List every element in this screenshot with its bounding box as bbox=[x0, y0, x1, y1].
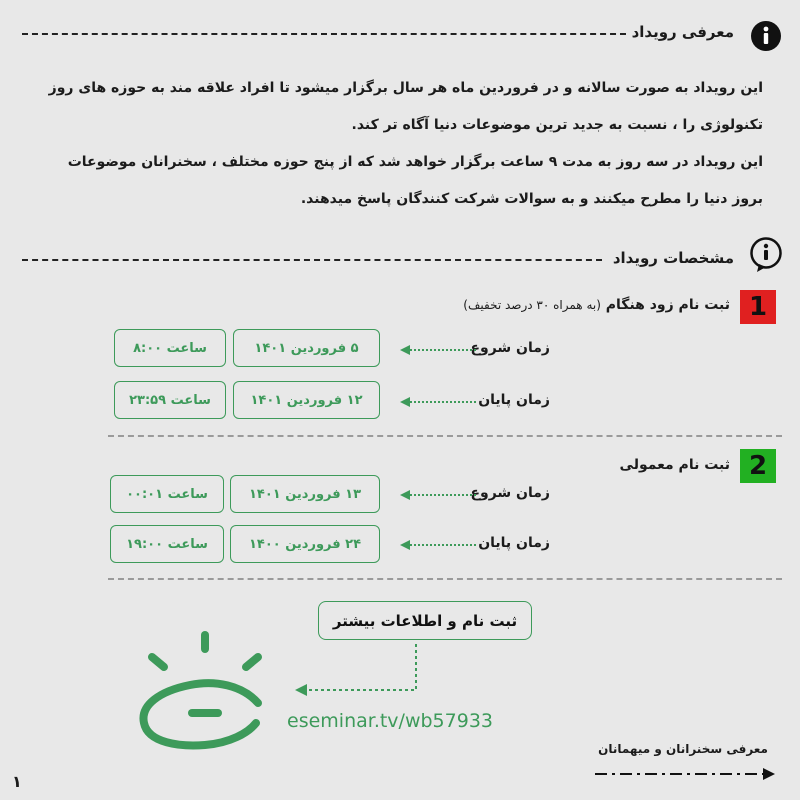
arrow-left-icon bbox=[400, 345, 476, 355]
registration-1-start-time: ساعت ۸:۰۰ bbox=[114, 329, 226, 367]
arrow-left-icon bbox=[400, 490, 476, 500]
cta-separator bbox=[108, 578, 782, 580]
intro-paragraph-1-line-2: تکنولوژی را ، نسبت به جدید ترین موضوعات دنیا آگاه تر کند. bbox=[351, 117, 763, 133]
registration-separator bbox=[108, 435, 782, 437]
connector-arrow bbox=[293, 640, 423, 700]
intro-paragraph-2-line-1: این رویداد در سه روز به مدت ۹ ساعت برگزار خواهد شد که از پنج حوزه مختلف ، سخنرانان موضوعات bbox=[67, 154, 763, 170]
info-bubble-icon bbox=[749, 236, 783, 274]
registration-1-end-date: ۱۲ فروردین ۱۴۰۱ bbox=[233, 381, 380, 419]
registration-1-title bbox=[463, 297, 730, 313]
registration-2-start-label: زمان شروع bbox=[470, 485, 550, 501]
register-button[interactable]: ثبت نام و اطلاعات بیشتر bbox=[318, 601, 532, 640]
registration-2-title-text: ثبت نام معمولی bbox=[619, 457, 730, 473]
registration-2-start-time: ساعت ۰۰:۰۱ bbox=[110, 475, 224, 513]
arrow-left-icon bbox=[400, 397, 476, 407]
registration-1-end-time: ساعت ۲۳:۵۹ bbox=[114, 381, 226, 419]
intro-paragraphs bbox=[33, 70, 763, 218]
registration-1-start-date: ۵ فروردین ۱۴۰۱ bbox=[233, 329, 380, 367]
details-divider bbox=[22, 259, 602, 261]
arrow-left-icon bbox=[400, 540, 476, 550]
details-title: مشخصات رویداد bbox=[612, 249, 734, 267]
info-icon bbox=[750, 20, 782, 52]
registration-2-end-label: زمان پایان bbox=[478, 535, 550, 551]
eseminar-logo bbox=[130, 625, 280, 775]
next-page-label[interactable]: معرفی سخنرانان و میهمانان bbox=[598, 742, 768, 756]
arrow-right-icon[interactable] bbox=[595, 768, 775, 780]
registration-2-start-date: ۱۳ فروردین ۱۴۰۱ bbox=[230, 475, 380, 513]
registration-2-badge: 2 bbox=[740, 449, 776, 483]
intro-divider bbox=[22, 33, 626, 35]
registration-1-note: (به همراه ۳۰ درصد تخفیف) bbox=[463, 298, 601, 312]
page-number: ۱ bbox=[12, 772, 22, 791]
registration-1-end-label: زمان پایان bbox=[478, 392, 550, 408]
event-url[interactable]: eseminar.tv/wb57933 bbox=[287, 710, 493, 732]
registration-1-start-label: زمان شروع bbox=[470, 340, 550, 356]
intro-title: معرفی رویداد bbox=[631, 23, 734, 41]
intro-paragraph-1-line-1: این رویداد به صورت سالانه و در فروردین ماه هر سال برگزار میشود تا افراد علاقه مند به حوزه های روز bbox=[48, 80, 763, 96]
registration-2-end-date: ۲۴ فروردین ۱۴۰۰ bbox=[230, 525, 380, 563]
registration-1-title-text: ثبت نام زود هنگام bbox=[605, 297, 730, 313]
intro-paragraph-2-line-2: بروز دنیا را مطرح میکنند و به سوالات شرکت کنندگان پاسخ میدهند. bbox=[300, 191, 763, 207]
registration-1-badge: 1 bbox=[740, 290, 776, 324]
registration-2-end-time: ساعت ۱۹:۰۰ bbox=[110, 525, 224, 563]
registration-2-title bbox=[620, 457, 730, 473]
